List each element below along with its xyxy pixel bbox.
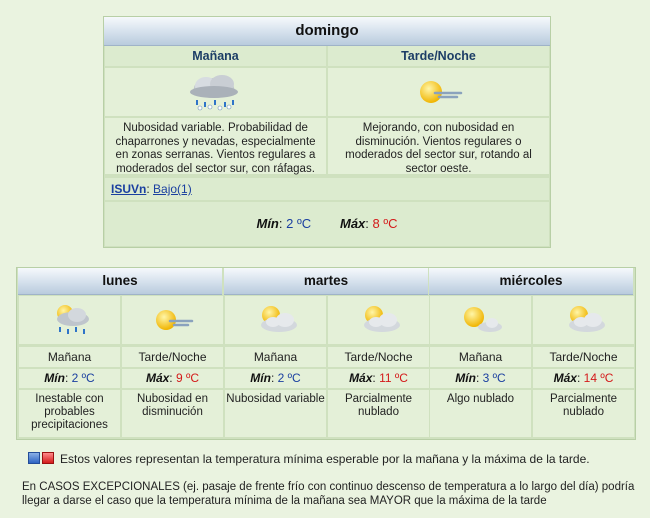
sun-cloud-icon <box>249 303 303 337</box>
forecast-description: Parcialmente nublado <box>328 390 429 437</box>
temp-label: Mín <box>44 371 65 385</box>
period-label: Tarde/Noche <box>122 347 223 367</box>
isuv-row <box>105 178 549 200</box>
temperature-max: Máx: 11 ºC <box>328 369 429 388</box>
forecast-description: Parcialmente nublado <box>533 390 634 437</box>
temperature-min: Mín: 3 ºC <box>430 369 531 388</box>
period-label: Mañana <box>430 347 531 367</box>
min-color-square-icon <box>28 452 40 464</box>
period-label: Tarde/Noche <box>328 347 429 367</box>
period-label: Mañana <box>19 347 120 367</box>
legend-text: Estos valores representan la temperatura mínima esperable por la mañana y la máxima de la tarde. <box>60 452 590 466</box>
sun-small-cloud-icon <box>456 303 506 337</box>
today-evening-label: Tarde/Noche <box>328 46 549 66</box>
day-header: miércoles <box>429 268 633 295</box>
temp-label: Mín <box>455 371 476 385</box>
day-column-miercoles <box>429 268 633 439</box>
day-header: lunes <box>18 268 222 295</box>
today-max-value: 8 ºC <box>372 216 398 231</box>
today-min-value: 2 ºC <box>286 216 312 231</box>
day-column-martes <box>224 268 428 439</box>
sun-wind-icon <box>150 305 196 335</box>
temp-label: Máx <box>145 371 170 385</box>
today-evening-description: Mejorando, con nubosidad en disminución. Vientos regulares o moderados del sector sur, rotando al sector oeste. <box>328 118 549 174</box>
today-morning-description: Nubosidad variable. Probabilidad de chaparrones y nevadas, especialmente en zonas serranas. Vientos regulares a moderados del sector sur, con ráfagas. <box>105 118 326 174</box>
temp-label: Mín <box>250 371 271 385</box>
day-header: martes <box>224 268 428 295</box>
today-morning-label: Mañana <box>105 46 326 66</box>
today-temperatures: Mín: 2 ºC Máx: 8 ºC <box>105 202 549 246</box>
today-forecast-panel <box>103 16 551 248</box>
sun-cloud-rain-icon <box>45 301 95 339</box>
temp-label: Máx <box>349 371 373 385</box>
sun-wind-icon <box>413 75 465 109</box>
isuv-value-link[interactable]: Bajo(1) <box>153 182 192 196</box>
max-color-square-icon <box>42 452 54 464</box>
extended-forecast-panel <box>16 267 636 440</box>
exceptional-cases-note: En CASOS EXCEPCIONALES (ej. pasaje de frente frío con continuo descenso de temperatura a lo largo del día) podría llegar a darse el caso que la temperatura mínima de la mañana sea MAYOR que la máxima de la tarde <box>22 481 635 507</box>
isuv-link[interactable]: ISUVn <box>111 182 147 196</box>
forecast-description: Nubosidad variable <box>225 390 326 437</box>
temp-value: 11 ºC <box>379 371 408 385</box>
today-day-header: domingo <box>104 17 550 46</box>
legend-note <box>28 452 590 466</box>
temperature-max: Máx: 9 ºC <box>122 369 223 388</box>
temp-value: 3 ºC <box>482 371 506 385</box>
isuv-separator: : <box>146 182 154 196</box>
day-column-lunes <box>18 268 222 439</box>
today-evening-column <box>328 46 549 174</box>
temp-value: 2 ºC <box>71 371 95 385</box>
temperature-min: Mín: 2 ºC <box>19 369 120 388</box>
temp-value: 14 ºC <box>583 371 614 385</box>
today-max-label: Máx <box>340 216 366 231</box>
cloud-rain-snow-icon <box>184 72 248 112</box>
forecast-description: Inestable con probables precipitaciones <box>19 390 120 437</box>
temp-value: 2 ºC <box>277 371 301 385</box>
forecast-description: Nubosidad en disminución <box>122 390 223 437</box>
sun-cloud-icon <box>557 303 611 337</box>
temperature-min: Mín: 2 ºC <box>225 369 326 388</box>
period-label: Tarde/Noche <box>533 347 634 367</box>
temp-label: Máx <box>553 371 577 385</box>
forecast-description: Algo nublado <box>430 390 531 437</box>
today-min-label: Mín <box>256 216 279 231</box>
today-morning-column <box>105 46 326 174</box>
temperature-max: Máx: 14 ºC <box>533 369 634 388</box>
sun-cloud-icon <box>352 303 406 337</box>
period-label: Mañana <box>225 347 326 367</box>
temp-value: 9 ºC <box>175 371 200 385</box>
